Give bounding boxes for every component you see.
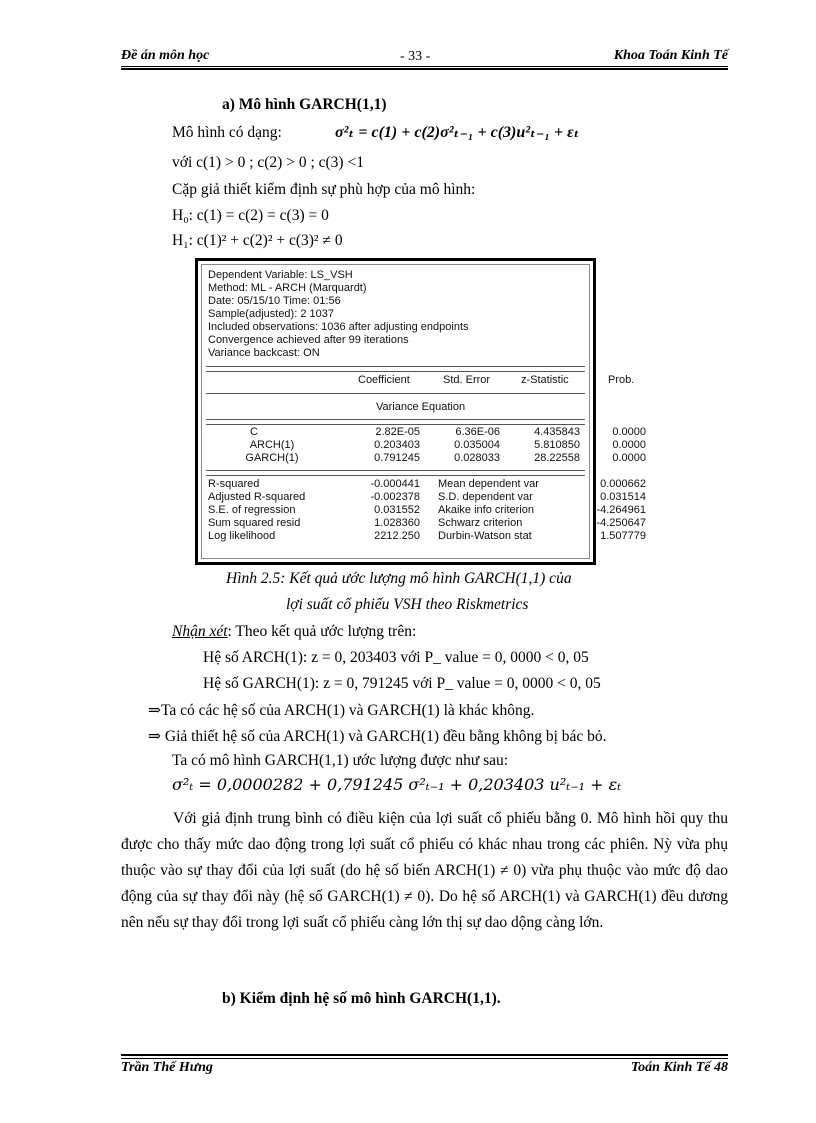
ev-col-se: Std. Error xyxy=(443,374,491,386)
ev-stat-label: S.E. of regression xyxy=(208,504,296,516)
ev-stat-value: 1.507779 xyxy=(600,530,646,542)
eviews-output xyxy=(195,258,646,565)
footer-rule-thick xyxy=(121,1054,728,1056)
ev-row-name: ARCH(1) xyxy=(249,439,295,451)
remarks-intro xyxy=(172,623,416,641)
ev-stat-value: -0.002378 xyxy=(370,491,420,503)
ev-row-coef: 0.791245 xyxy=(374,452,420,464)
ev-row-name: C xyxy=(250,426,258,438)
ev-meta-3: Date: 05/15/10 Time: 01:56 xyxy=(208,295,341,307)
figure-caption-line1: Hình 2.5: Kết quả ước lượng mô hình GARCH(1,1) của xyxy=(226,570,572,587)
implication-2 xyxy=(148,727,607,746)
ev-row-coef: 2.82E-05 xyxy=(375,426,420,438)
ev-stat-label: Schwarz criterion xyxy=(438,517,523,529)
hypothesis-intro: Cặp giả thiết kiểm định sự phù hợp của mô hình: xyxy=(172,181,476,198)
ev-stat-label: Mean dependent var xyxy=(438,478,539,490)
hypothesis-h1: H₁: c(1)² + c(2)² + c(3)² ≠ 0 xyxy=(172,232,343,249)
ev-separator xyxy=(206,419,585,425)
ev-row-se: 6.36E-06 xyxy=(455,426,500,438)
ev-stat-label: Sum squared resid xyxy=(208,517,301,529)
ev-row-z: 5.810850 xyxy=(534,439,580,451)
header-rule-thick xyxy=(121,68,728,70)
arch-test-line: Hệ số ARCH(1): z = 0, 203403 với P_ value = 0, 0000 < 0, 05 xyxy=(203,649,589,666)
section-a-heading: a) Mô hình GARCH(1,1) xyxy=(222,96,387,113)
ev-stat-label: Log likelihood xyxy=(208,530,276,542)
ev-row-coef: 0.203403 xyxy=(374,439,420,451)
ev-col-prob: Prob. xyxy=(608,374,635,386)
estimated-model-intro: Ta có mô hình GARCH(1,1) ước lượng được như sau: xyxy=(172,752,509,769)
section-b-heading: b) Kiểm định hệ số mô hình GARCH(1,1). xyxy=(222,990,501,1007)
header-rule-thin xyxy=(121,66,728,67)
model-condition: với c(1) > 0 ; c(2) > 0 ; c(3) <1 xyxy=(172,154,364,171)
ev-row-p: 0.0000 xyxy=(612,439,646,451)
ev-meta-7: Variance backcast: ON xyxy=(208,347,320,359)
ev-stat-label: Durbin-Watson stat xyxy=(438,530,532,542)
header-left: Đề án môn học xyxy=(121,48,210,63)
ev-stat-label: Akaike info criterion xyxy=(438,504,534,516)
ev-col-coef: Coefficient xyxy=(358,374,410,386)
ev-row-se: 0.035004 xyxy=(454,439,500,451)
implies-arrow-icon: ⇒ xyxy=(148,728,161,745)
ev-stat-value: -0.000441 xyxy=(370,478,420,490)
header-right: Khoa Toán Kinh Tế xyxy=(613,48,728,63)
ev-meta-6: Convergence achieved after 99 iterations xyxy=(208,334,409,346)
ev-row-se: 0.028033 xyxy=(454,452,500,464)
ev-separator xyxy=(206,393,585,394)
implication-1-text: Ta có các hệ số của ARCH(1) và GARCH(1) là khác không. xyxy=(161,702,535,719)
ev-stat-label: R-squared xyxy=(208,478,260,490)
ev-stat-value: 0.031552 xyxy=(374,504,420,516)
ev-separator xyxy=(206,366,585,372)
conclusion-paragraph xyxy=(121,806,728,936)
ev-separator xyxy=(206,470,585,476)
ev-stat-value: 0.031514 xyxy=(600,491,646,503)
model-label: Mô hình có dạng: xyxy=(172,124,282,141)
ev-row-z: 28.22558 xyxy=(534,452,580,464)
hypothesis-h0: H₀: c(1) = c(2) = c(3) = 0 xyxy=(172,207,329,224)
page-number: - 33 - xyxy=(400,49,431,64)
garch-test-line: Hệ số GARCH(1): z = 0, 791245 với P_ value = 0, 0000 < 0, 05 xyxy=(203,675,601,692)
ev-row-p: 0.0000 xyxy=(612,452,646,464)
figure-caption-line2: lợi suất cổ phiếu VSH theo Riskmetrics xyxy=(286,596,529,613)
remarks-label: Nhận xét xyxy=(172,623,228,640)
remarks-intro-text: : Theo kết quả ước lượng trên: xyxy=(227,623,417,640)
implication-1 xyxy=(148,701,534,720)
implication-2-text: Giả thiết hệ số của ARCH(1) và GARCH(1) đều bằng không bị bác bỏ. xyxy=(164,728,607,745)
ev-meta-4: Sample(adjusted): 2 1037 xyxy=(208,308,334,320)
implies-arrow-icon: ⇒ xyxy=(148,702,161,719)
ev-stat-value: 1.028360 xyxy=(374,517,420,529)
ev-stat-label: S.D. dependent var xyxy=(438,491,533,503)
ev-meta-5: Included observations: 1036 after adjusting endpoints xyxy=(208,321,469,333)
ev-stat-value: -4.250647 xyxy=(596,517,646,529)
ev-stat-value: -4.264961 xyxy=(596,504,646,516)
ev-row-p: 0.0000 xyxy=(612,426,646,438)
footer-class: Toán Kinh Tế 48 xyxy=(630,1060,728,1075)
ev-meta-1: Dependent Variable: LS_VSH xyxy=(208,269,353,281)
model-formula: σ²ₜ = c(1) + c(2)σ²ₜ₋₁ + c(3)u²ₜ₋₁ + εₜ xyxy=(335,124,580,141)
footer-rule-thin xyxy=(121,1058,728,1059)
conclusion-text: Với giả định trung bình có điều kiện của lợi suất cổ phiếu bằng 0. Mô hình hồi quy thu được cho thấy mức dao động trong lợi suất cổ phiếu có khác nhau trong các phiên. Nỳ vừa phụ thuộc vào sự thay đổi của lợi suất (do hệ số biến ARCH(1) ≠ 0) vừa phụ thuộc vào mức độ dao động của sự thay đổi này (hệ số GARCH(1) ≠ 0). Do hệ số ARCH(1) và GARCH(1) đều dương nên nếu sự thay đổi trong lợi suất cổ phiếu càng lớn thị sự dao dộng càng lớn. xyxy=(121,810,728,931)
ev-meta-2: Method: ML - ARCH (Marquardt) xyxy=(208,282,367,294)
ev-row-z: 4.435843 xyxy=(534,426,580,438)
ev-row-name: GARCH(1) xyxy=(245,452,299,464)
ev-section-label: Variance Equation xyxy=(376,401,466,413)
ev-col-z: z-Statistic xyxy=(521,374,569,386)
ev-stat-value: 2212.250 xyxy=(374,530,420,542)
ev-stat-label: Adjusted R-squared xyxy=(208,491,306,503)
ev-stat-value: 0.000662 xyxy=(600,478,646,490)
footer-author: Trần Thế Hưng xyxy=(121,1060,213,1075)
estimated-formula: σ²ₜ = 0,0000282 + 0,791245 σ²ₜ₋₁ + 0,203403 u²ₜ₋₁ + εₜ xyxy=(172,775,622,794)
